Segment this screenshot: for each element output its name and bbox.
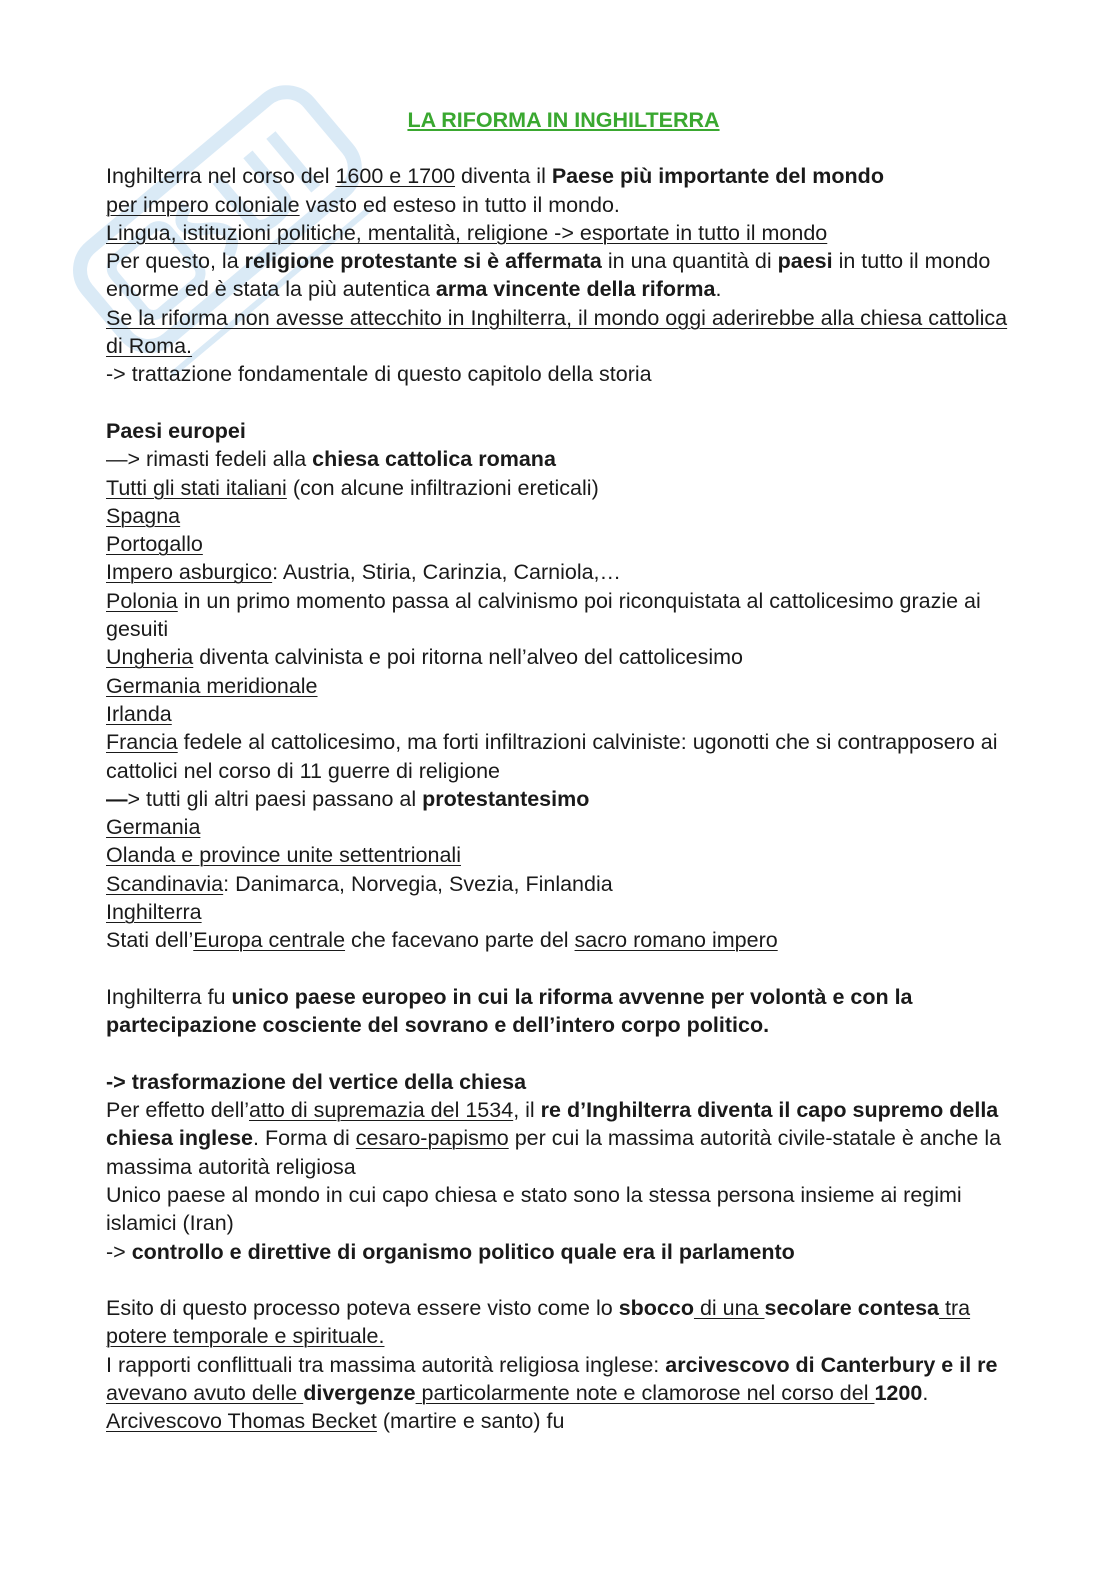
document-page (106, 106, 1016, 1436)
protestant-group-heading: —> tutti gli altri paesi passano al protestantesimo (106, 786, 590, 811)
intro-paragraph: Inghilterra nel corso del 1600 e 1700 diventa il Paese più importante del mondo per impero coloniale vasto ed esteso in tutto il mondo. (106, 164, 884, 217)
list-item: Francia fedele al cattolicesimo, ma forti infiltrazioni calviniste: ugonotti che si contrapposero ai cattolici nel corso di 11 guerre di religione (106, 730, 998, 783)
list-item: Spagna (106, 503, 181, 528)
supremacy-paragraph: Per effetto dell’atto di supremazia del 1534, il re d’Inghilterra diventa il capo supremo della chiesa inglese. Forma di cesaro-papismo per cui la massima autorità civile-statale è anche la massima autorità religiosa (106, 1098, 1002, 1179)
list-item: Olanda e province unite settentrionali (106, 843, 461, 868)
hypothesis-line: Se la riforma non avesse attecchito in Inghilterra, il mondo oggi aderirebbe alla chiesa cattolica di Roma. (106, 305, 1008, 359)
list-item: Irlanda (106, 701, 172, 726)
list-item: Ungheria diventa calvinista e poi ritorna nell’alveo del cattolicesimo (106, 645, 743, 670)
catholic-group-heading: —> rimasti fedeli alla chiesa cattolica romana (106, 447, 556, 472)
unique-paragraph: Unico paese al mondo in cui capo chiesa e stato sono la stessa persona insieme ai regimi islamici (Iran) (106, 1182, 962, 1236)
outcome-paragraph: Esito di questo processo poteva essere visto come lo sbocco di una secolare contesa tra potere temporale e spirituale. (106, 1296, 971, 1349)
list-item: Impero asburgico: Austria, Stiria, Carinzia, Carniola,… (106, 560, 622, 585)
section-heading-vertice: -> trasformazione del vertice della chiesa (106, 1069, 527, 1094)
list-item: Portogallo (106, 532, 203, 557)
section-heading-paesi: Paesi europei (106, 418, 246, 443)
parliament-line: -> controllo e direttive di organismo politico quale era il parlamento (106, 1239, 795, 1264)
list-item: Stati dell’Europa centrale che facevano parte del sacro romano impero (106, 928, 778, 953)
unique-country-paragraph: Inghilterra fu unico paese europeo in cui la riforma avvenne per volontà e con la partecipazione cosciente del sovrano e dell’intero corpo politico. (106, 984, 913, 1038)
chapter-note: -> trattazione fondamentale di questo capitolo della storia (106, 362, 652, 387)
conflict-paragraph: I rapporti conflittuali tra massima autorità religiosa inglese: arcivescovo di Canterbury e il re avevano avuto delle divergenze particolarmente note e clamorose nel corso del 1200. Arcivescovo Thomas Becket (martire e santo) fu (106, 1352, 998, 1434)
list-item: Scandinavia: Danimarca, Norvegia, Svezia, Finlandia (106, 871, 613, 896)
list-item: Germania meridionale (106, 673, 318, 698)
list-item: Germania (106, 815, 201, 840)
protestant-paragraph: Per questo, la religione protestante si è affermata in una quantità di paesi in tutto il mondo enorme ed è stata la più autentica arma vincente della riforma. (106, 249, 991, 302)
list-item: Polonia in un primo momento passa al calvinismo poi riconquistata al cattolicesimo grazie ai gesuiti (106, 588, 981, 642)
list-item: Tutti gli stati italiani (con alcune infiltrazioni ereticali) (106, 475, 599, 500)
export-line: Lingua, istituzioni politiche, mentalità, religione -> esportate in tutto il mondo (106, 220, 828, 245)
list-item: Inghilterra (106, 900, 202, 925)
page-title: LA RIFORMA IN INGHILTERRA (407, 108, 720, 132)
